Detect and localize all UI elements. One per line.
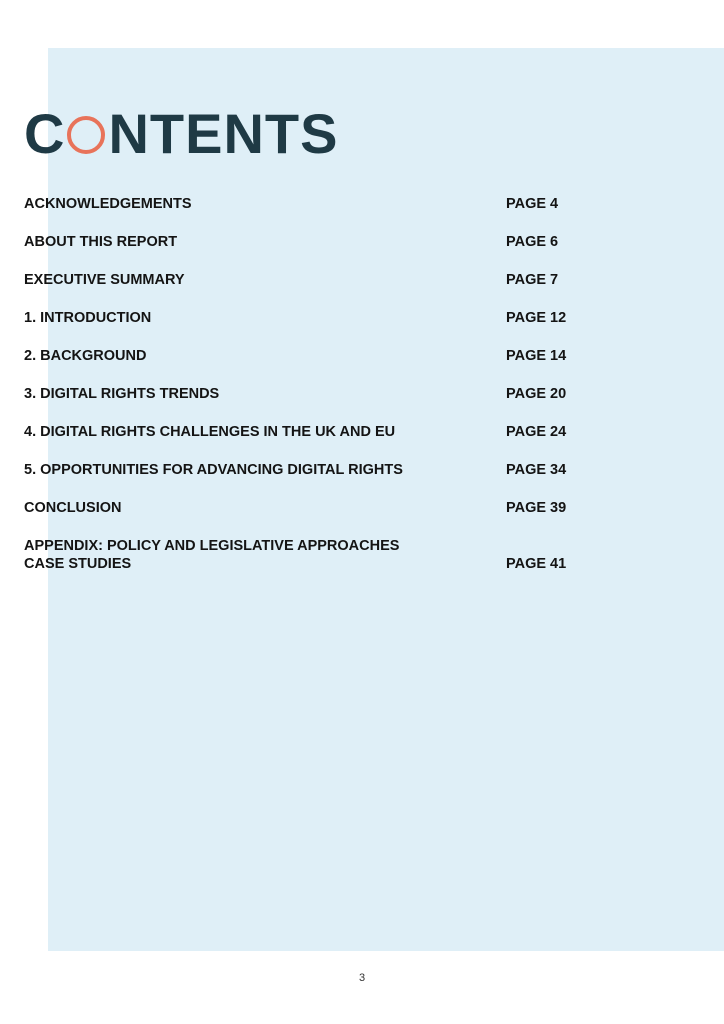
toc-entry-page: PAGE 39 — [506, 500, 567, 516]
title-rest: NTENTS — [108, 102, 339, 165]
toc-entry-page: PAGE 4 — [506, 196, 559, 212]
toc-entry-page: PAGE 6 — [506, 234, 559, 250]
toc-entry-label: ACKNOWLEDGEMENTS — [24, 196, 192, 212]
toc-entry-label: EXECUTIVE SUMMARY — [24, 272, 185, 288]
toc-entry-executive-summary[interactable] — [24, 271, 624, 289]
page-title — [24, 104, 338, 164]
toc-entry-page: PAGE 14 — [506, 348, 567, 364]
toc-entry-label: 3. DIGITAL RIGHTS TRENDS — [24, 386, 220, 402]
toc-entry-page: PAGE 24 — [506, 424, 567, 440]
toc-entry-appendix[interactable] — [24, 537, 624, 573]
toc-entry-page: PAGE 34 — [506, 462, 567, 478]
toc-entry-label: ABOUT THIS REPORT — [24, 234, 178, 250]
toc-entry-label: 1. INTRODUCTION — [24, 310, 152, 326]
table-of-contents — [24, 195, 624, 593]
toc-entry-label: 4. DIGITAL RIGHTS CHALLENGES IN THE UK AND EU — [24, 424, 396, 440]
toc-entry-opportunities[interactable] — [24, 461, 624, 479]
toc-entry-label: APPENDIX: POLICY AND LEGISLATIVE APPROACHES CASE STUDIES — [24, 538, 400, 572]
toc-entry-page: PAGE 12 — [506, 310, 567, 326]
title-first-letter: C — [24, 102, 66, 165]
toc-entry-label: 5. OPPORTUNITIES FOR ADVANCING DIGITAL RIGHTS — [24, 462, 403, 478]
toc-entry-about-this-report[interactable] — [24, 233, 624, 251]
footer-page-number: 3 — [358, 972, 366, 984]
toc-entry-page: PAGE 41 — [506, 556, 567, 572]
toc-entry-background[interactable] — [24, 347, 624, 365]
toc-entry-introduction[interactable] — [24, 309, 624, 327]
toc-entry-label: CONCLUSION — [24, 500, 122, 516]
toc-entry-digital-rights-challenges[interactable] — [24, 423, 624, 441]
toc-entry-conclusion[interactable] — [24, 499, 624, 517]
title-o-ring-icon — [67, 116, 105, 154]
toc-entry-page: PAGE 7 — [506, 272, 559, 288]
toc-entry-digital-rights-trends[interactable] — [24, 385, 624, 403]
toc-entry-acknowledgements[interactable] — [24, 195, 624, 213]
toc-entry-label: 2. BACKGROUND — [24, 348, 147, 364]
toc-entry-page: PAGE 20 — [506, 386, 567, 402]
